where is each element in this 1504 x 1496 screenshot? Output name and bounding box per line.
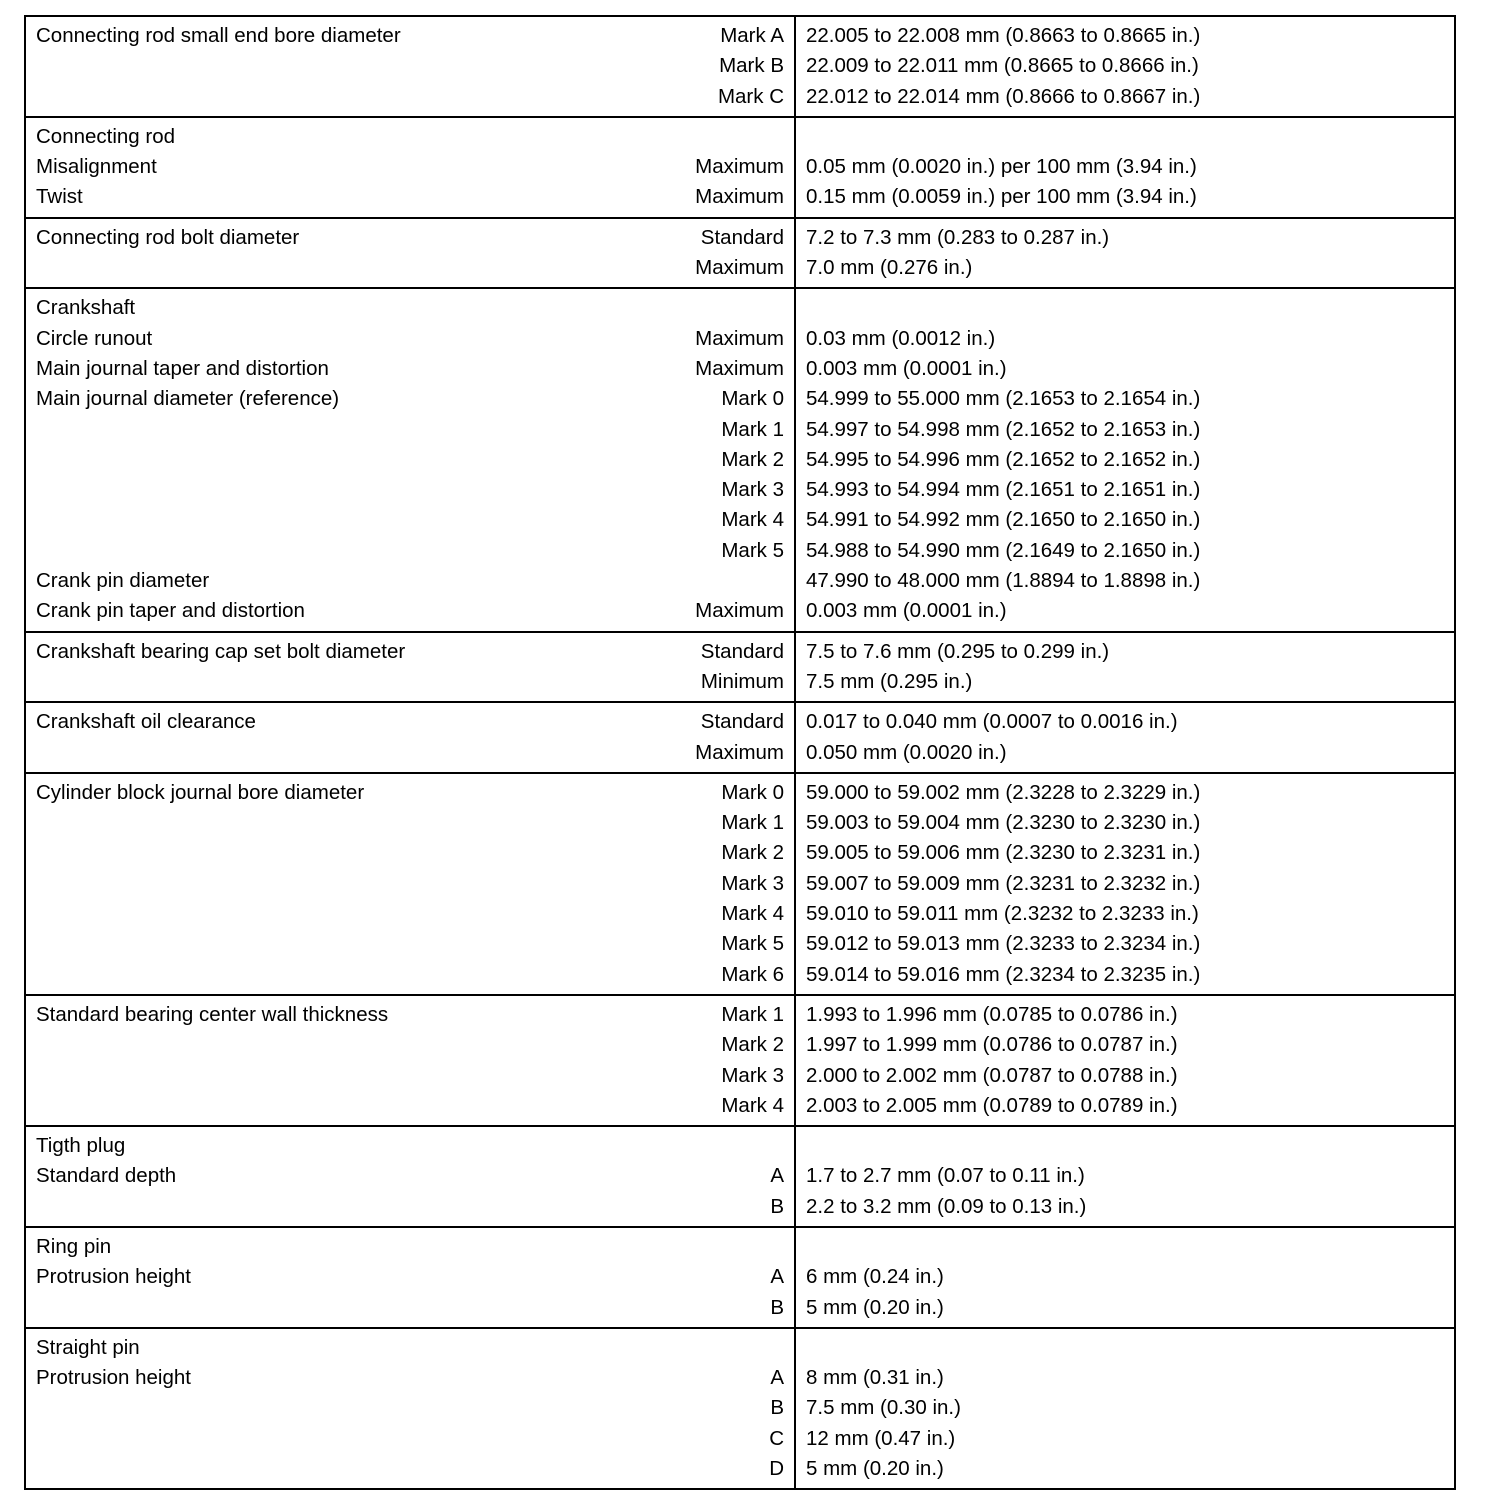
spec-label: Crank pin taper and distortion <box>36 599 305 623</box>
spec-value <box>806 1333 1444 1363</box>
spec-row <box>36 82 784 112</box>
spec-section <box>25 1126 1455 1227</box>
spec-condition: B <box>770 1396 784 1420</box>
spec-value: 7.0 mm (0.276 in.) <box>806 256 973 280</box>
spec-condition: Mark 1 <box>721 811 784 835</box>
spec-value: 12 mm (0.47 in.) <box>806 1426 956 1450</box>
spec-value: 6 mm (0.24 in.) <box>806 1265 944 1289</box>
spec-label: Connecting rod small end bore diameter <box>36 24 401 47</box>
spec-label-cell <box>25 288 795 631</box>
spec-row <box>36 838 784 868</box>
spec-row <box>36 1363 784 1393</box>
spec-value-cell <box>795 16 1455 117</box>
spec-label: Crankshaft oil clearance <box>36 710 256 734</box>
spec-condition: Mark B <box>719 54 784 78</box>
spec-condition: Mark 2 <box>721 1033 784 1057</box>
spec-row <box>36 1293 784 1323</box>
spec-row <box>36 960 784 990</box>
spec-condition: Maximum <box>695 599 784 623</box>
spec-section <box>25 995 1455 1126</box>
spec-condition: Minimum <box>700 669 784 693</box>
spec-value: 5 mm (0.20 in.) <box>806 1295 944 1319</box>
spec-row <box>36 1262 784 1292</box>
spec-row <box>36 596 784 626</box>
spec-value: 59.007 to 59.009 mm (2.3231 to 2.3232 in.) <box>806 871 1201 895</box>
spec-row <box>36 475 784 505</box>
spec-row <box>36 122 784 152</box>
spec-condition: Mark 2 <box>721 447 784 471</box>
spec-value: 54.988 to 54.990 mm (2.1649 to 2.1650 in.) <box>806 538 1201 562</box>
spec-label: Misalignment <box>36 155 157 179</box>
spec-value: 0.05 mm (0.0020 in.) per 100 mm (3.94 in.) <box>806 155 1197 179</box>
spec-row <box>36 899 784 929</box>
spec-row <box>36 354 784 384</box>
spec-condition: Standard <box>700 639 784 663</box>
spec-table-body <box>25 16 1455 1489</box>
spec-row <box>36 21 784 51</box>
spec-table <box>24 15 1456 1490</box>
spec-value: 0.017 to 0.040 mm (0.0007 to 0.0016 in.) <box>806 710 1178 734</box>
spec-value-cell <box>795 117 1455 218</box>
spec-row <box>36 505 784 535</box>
spec-row <box>36 566 784 596</box>
spec-label-cell <box>25 16 795 117</box>
spec-condition: Mark 5 <box>721 538 784 562</box>
spec-value: 0.003 mm (0.0001 in.) <box>806 599 1007 623</box>
spec-condition: Standard <box>700 225 784 249</box>
spec-value: 8 mm (0.31 in.) <box>806 1366 944 1390</box>
spec-condition: Standard <box>700 710 784 734</box>
spec-label: Ring pin <box>36 1234 112 1258</box>
spec-value-cell <box>795 632 1455 703</box>
spec-label-cell <box>25 995 795 1126</box>
spec-row <box>36 1000 784 1030</box>
spec-condition: A <box>770 1164 784 1188</box>
spec-condition: Mark 0 <box>721 780 784 804</box>
spec-value: 22.012 to 22.014 mm (0.8666 to 0.8667 in.) <box>806 84 1201 108</box>
spec-condition: C <box>769 1426 784 1450</box>
spec-label-cell <box>25 117 795 218</box>
spec-condition: D <box>769 1457 784 1481</box>
spec-label: Straight pin <box>36 1335 140 1359</box>
spec-condition: Mark 3 <box>721 871 784 895</box>
spec-condition: B <box>770 1295 784 1319</box>
spec-value: 59.012 to 59.013 mm (2.3233 to 2.3234 in.) <box>806 932 1201 956</box>
spec-row <box>36 1424 784 1454</box>
spec-section <box>25 117 1455 218</box>
spec-value <box>806 122 1444 152</box>
spec-label-cell <box>25 218 795 289</box>
spec-condition: Mark 2 <box>721 841 784 865</box>
spec-value: 1.7 to 2.7 mm (0.07 to 0.11 in.) <box>806 1164 1085 1188</box>
spec-label: Standard depth <box>36 1164 177 1188</box>
spec-row <box>36 869 784 899</box>
spec-condition: Mark 1 <box>721 417 784 441</box>
spec-value: 0.03 mm (0.0012 in.) <box>806 326 996 350</box>
spec-section <box>25 16 1455 117</box>
spec-value: 59.010 to 59.011 mm (2.3232 to 2.3233 in.) <box>806 902 1199 926</box>
spec-value-cell <box>795 218 1455 289</box>
spec-condition: Maximum <box>695 326 784 350</box>
spec-label: Main journal taper and distortion <box>36 356 329 380</box>
spec-row <box>36 445 784 475</box>
spec-value-cell <box>795 1227 1455 1328</box>
spec-value: 7.5 to 7.6 mm (0.295 to 0.299 in.) <box>806 639 1110 663</box>
spec-row <box>36 51 784 81</box>
spec-value-cell <box>795 773 1455 995</box>
spec-condition: Mark 0 <box>721 387 784 411</box>
spec-label-cell <box>25 1126 795 1227</box>
spec-value <box>806 1131 1444 1161</box>
spec-row <box>36 1232 784 1262</box>
spec-value: 54.991 to 54.992 mm (2.1650 to 2.1650 in.) <box>806 508 1201 532</box>
spec-label: Main journal diameter (reference) <box>36 387 340 411</box>
spec-row <box>36 415 784 445</box>
spec-value <box>806 1232 1444 1262</box>
spec-value-cell <box>795 995 1455 1126</box>
spec-value: 0.050 mm (0.0020 in.) <box>806 740 1007 764</box>
spec-value: 59.003 to 59.004 mm (2.3230 to 2.3230 in.) <box>806 811 1201 835</box>
spec-label-cell <box>25 1328 795 1489</box>
spec-value: 0.15 mm (0.0059 in.) per 100 mm (3.94 in.) <box>806 185 1197 209</box>
spec-value: 7.5 mm (0.30 in.) <box>806 1396 961 1420</box>
spec-value: 59.000 to 59.002 mm (2.3228 to 2.3229 in.) <box>806 780 1201 804</box>
spec-value-cell <box>795 702 1455 773</box>
spec-condition: Mark 5 <box>721 932 784 956</box>
spec-row <box>36 1131 784 1161</box>
spec-value: 47.990 to 48.000 mm (1.8894 to 1.8898 in.) <box>806 569 1201 593</box>
spec-value: 54.993 to 54.994 mm (2.1651 to 2.1651 in.) <box>806 478 1201 502</box>
spec-section <box>25 1328 1455 1489</box>
spec-condition: A <box>770 1366 784 1390</box>
spec-section <box>25 218 1455 289</box>
spec-row <box>36 536 784 566</box>
spec-condition: A <box>770 1265 784 1289</box>
spec-row <box>36 182 784 212</box>
spec-condition: B <box>770 1194 784 1218</box>
spec-value: 1.993 to 1.996 mm (0.0785 to 0.0786 in.) <box>806 1002 1178 1026</box>
spec-label: Twist <box>36 185 83 209</box>
spec-row <box>36 738 784 768</box>
spec-row <box>36 1061 784 1091</box>
spec-label: Crankshaft <box>36 296 136 320</box>
spec-condition: Maximum <box>695 356 784 380</box>
spec-value-cell <box>795 288 1455 631</box>
spec-condition: Mark 6 <box>721 962 784 986</box>
spec-condition: Mark 1 <box>721 1002 784 1026</box>
spec-value: 59.005 to 59.006 mm (2.3230 to 2.3231 in.) <box>806 841 1201 865</box>
spec-label: Standard bearing center wall thickness <box>36 1002 389 1026</box>
spec-row <box>36 929 784 959</box>
spec-value <box>806 293 1444 323</box>
spec-value: 54.997 to 54.998 mm (2.1652 to 2.1653 in.) <box>806 417 1201 441</box>
spec-section <box>25 632 1455 703</box>
spec-condition: Mark 4 <box>721 508 784 532</box>
spec-label: Connecting rod <box>36 124 176 148</box>
spec-section <box>25 288 1455 631</box>
spec-value: 7.5 mm (0.295 in.) <box>806 669 973 693</box>
spec-condition: Mark A <box>720 24 784 47</box>
spec-row <box>36 707 784 737</box>
spec-value: 2.2 to 3.2 mm (0.09 to 0.13 in.) <box>806 1194 1087 1218</box>
spec-label: Connecting rod bolt diameter <box>36 225 300 249</box>
spec-row <box>36 667 784 697</box>
spec-row <box>36 1393 784 1423</box>
spec-row <box>36 324 784 354</box>
spec-row <box>36 152 784 182</box>
spec-condition: Maximum <box>695 155 784 179</box>
spec-row <box>36 223 784 253</box>
spec-section <box>25 702 1455 773</box>
spec-row <box>36 1333 784 1363</box>
spec-section <box>25 773 1455 995</box>
spec-label: Protrusion height <box>36 1366 191 1390</box>
spec-label: Cylinder block journal bore diameter <box>36 780 365 804</box>
spec-value: 59.014 to 59.016 mm (2.3234 to 2.3235 in.) <box>806 962 1201 986</box>
spec-label: Crankshaft bearing cap set bolt diameter <box>36 639 406 663</box>
spec-condition: Maximum <box>695 256 784 280</box>
spec-condition: Mark C <box>717 84 784 108</box>
spec-label-cell <box>25 702 795 773</box>
spec-label-cell <box>25 632 795 703</box>
spec-condition: Mark 4 <box>721 1093 784 1117</box>
spec-value: 7.2 to 7.3 mm (0.283 to 0.287 in.) <box>806 225 1110 249</box>
spec-row <box>36 1454 784 1484</box>
spec-row <box>36 1030 784 1060</box>
spec-row <box>36 384 784 414</box>
spec-condition: Mark 4 <box>721 902 784 926</box>
spec-condition: Mark 3 <box>721 478 784 502</box>
spec-condition: Maximum <box>695 740 784 764</box>
spec-value: 0.003 mm (0.0001 in.) <box>806 356 1007 380</box>
spec-row <box>36 1091 784 1121</box>
spec-label: Protrusion height <box>36 1265 191 1289</box>
spec-value: 22.009 to 22.011 mm (0.8665 to 0.8666 in.) <box>806 54 1199 78</box>
spec-label: Circle runout <box>36 326 153 350</box>
spec-label: Crank pin diameter <box>36 569 210 593</box>
spec-row <box>36 808 784 838</box>
spec-value: 2.003 to 2.005 mm (0.0789 to 0.0789 in.) <box>806 1093 1178 1117</box>
spec-row <box>36 293 784 323</box>
spec-value-cell <box>795 1328 1455 1489</box>
spec-section <box>25 1227 1455 1328</box>
spec-label: Tigth plug <box>36 1134 126 1158</box>
spec-row <box>36 778 784 808</box>
spec-row <box>36 1161 784 1191</box>
spec-value: 5 mm (0.20 in.) <box>806 1457 944 1481</box>
spec-value: 22.005 to 22.008 mm (0.8663 to 0.8665 in.) <box>806 24 1201 47</box>
spec-label-cell <box>25 1227 795 1328</box>
spec-condition: Mark 3 <box>721 1063 784 1087</box>
spec-row <box>36 1192 784 1222</box>
spec-value: 1.997 to 1.999 mm (0.0786 to 0.0787 in.) <box>806 1033 1178 1057</box>
spec-value-cell <box>795 1126 1455 1227</box>
spec-value: 2.000 to 2.002 mm (0.0787 to 0.0788 in.) <box>806 1063 1178 1087</box>
spec-row <box>36 253 784 283</box>
spec-value: 54.999 to 55.000 mm (2.1653 to 2.1654 in.) <box>806 387 1201 411</box>
spec-label-cell <box>25 773 795 995</box>
spec-value: 54.995 to 54.996 mm (2.1652 to 2.1652 in.) <box>806 447 1201 471</box>
spec-condition: Maximum <box>695 185 784 209</box>
spec-row <box>36 637 784 667</box>
